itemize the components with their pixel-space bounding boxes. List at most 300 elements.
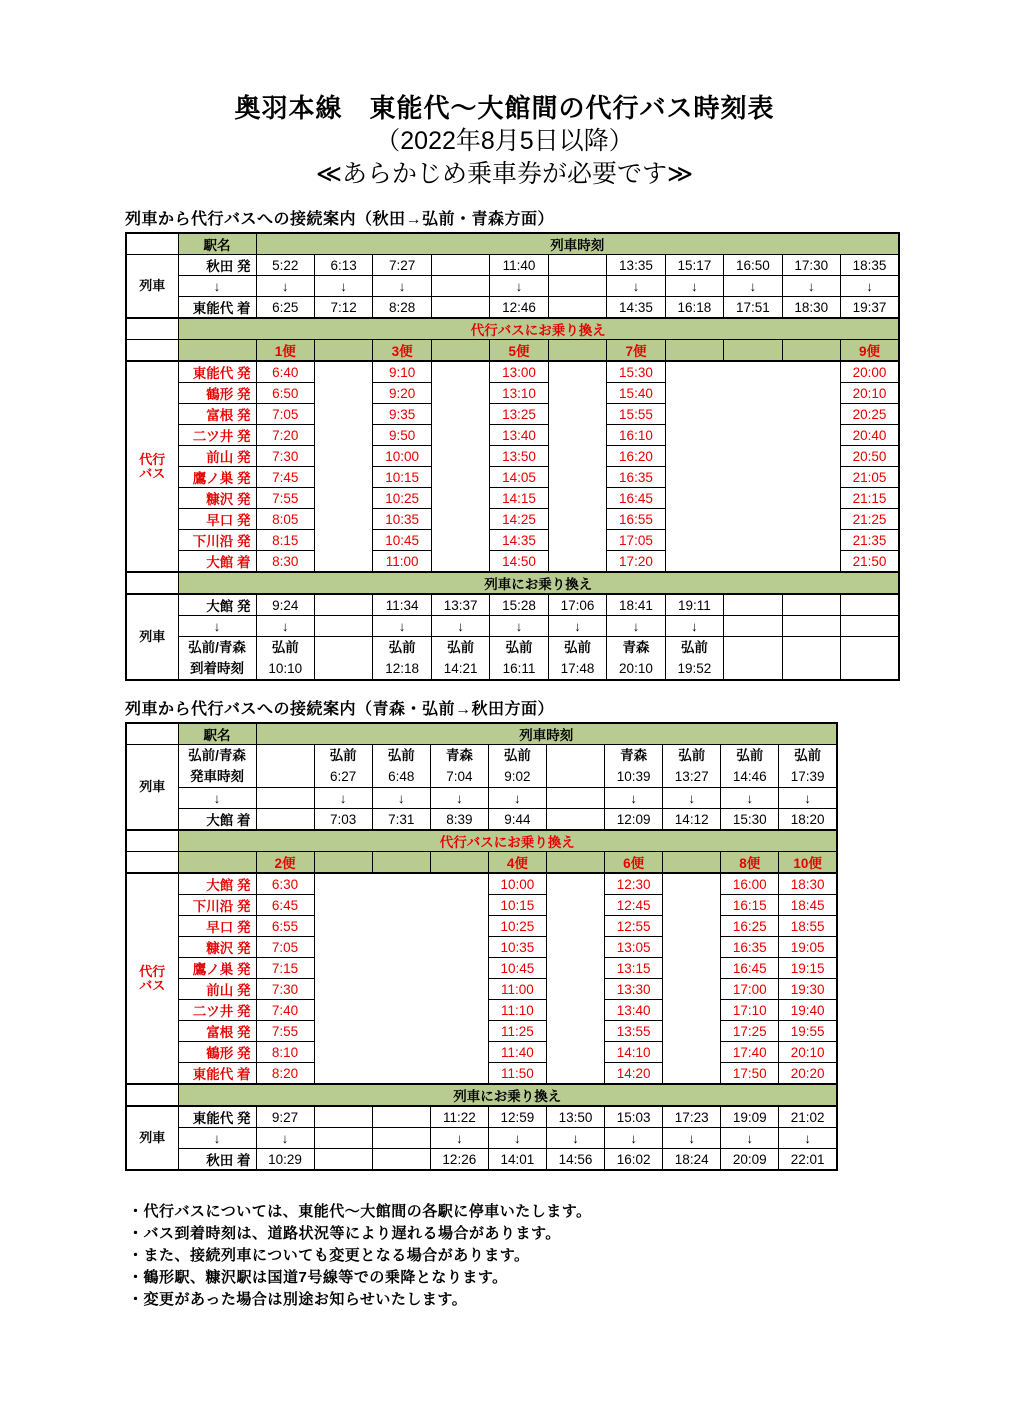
arrow-cell: ↓: [782, 276, 840, 297]
empty-cell: [314, 1128, 372, 1149]
service-empty-cell: [546, 852, 604, 874]
bus-time-cell: 11:50: [488, 1063, 546, 1085]
time-cell: 14:12: [663, 809, 721, 831]
time-cell: 14:35: [607, 297, 665, 319]
side-blank-cell: [126, 852, 178, 874]
transfer-to-bus-banner: 代行バスにお乗り換え: [178, 318, 899, 340]
bus-time-cell: 12:55: [605, 916, 663, 937]
time-cell: 15:17: [665, 255, 723, 276]
arrow-cell: ↓: [663, 1128, 721, 1149]
bus-time-cell: 17:20: [607, 551, 665, 573]
bus-time-cell: 20:10: [841, 383, 899, 404]
destination-time-cell: 青森 10:39: [605, 745, 663, 788]
time-cell: 14:56: [546, 1149, 604, 1171]
side-blank-cell: [126, 318, 178, 340]
destination-time-cell: 弘前 17:39: [779, 745, 837, 788]
bus-time-cell: 7:15: [256, 958, 314, 979]
bus-time-cell: 18:30: [779, 873, 837, 895]
bus-time-cell: 17:00: [721, 979, 779, 1000]
bus-time-cell: 16:10: [607, 425, 665, 446]
bus-time-cell: 15:30: [607, 361, 665, 383]
service-empty-cell: [782, 340, 840, 362]
bus-time-cell: 9:50: [373, 425, 431, 446]
empty-cell: [431, 297, 489, 319]
arrow-cell: ↓: [665, 276, 723, 297]
time-cell: 19:11: [665, 594, 723, 616]
empty-cell: [782, 616, 840, 637]
bus-time-cell: 8:30: [256, 551, 314, 573]
bus-time-cell: 13:55: [605, 1021, 663, 1042]
station-label: 東能代 発: [178, 1106, 256, 1128]
bus-time-cell: 17:05: [607, 530, 665, 551]
service-empty-cell: [665, 340, 723, 362]
bus-time-cell: 7:55: [256, 1021, 314, 1042]
bus-time-cell: 18:55: [779, 916, 837, 937]
arrow-cell: ↓: [373, 616, 431, 637]
station-label: 鷹ノ巣 発: [178, 467, 256, 488]
bus-time-cell: 14:20: [605, 1063, 663, 1085]
destination-time-cell: 青森 7:04: [430, 745, 488, 788]
bus-time-cell: 13:15: [605, 958, 663, 979]
station-label: 鶴形 発: [178, 383, 256, 404]
section-heading-outbound: 列車から代行バスへの接続案内（秋田→弘前・青森方面）: [125, 211, 555, 228]
bus-empty-region: [314, 873, 488, 1084]
arrow-cell: ↓: [724, 276, 782, 297]
empty-cell: [841, 594, 899, 616]
note-item: ・また、接続列車についても変更となる場合があります。: [128, 1247, 530, 1264]
arrow-cell: ↓: [490, 616, 548, 637]
bus-time-cell: 19:05: [779, 937, 837, 958]
destination-time-cell: 弘前 14:21: [431, 637, 489, 681]
arrow-cell: ↓: [314, 788, 372, 809]
arrow-cell: ↓: [488, 1128, 546, 1149]
arrow-cell: ↓: [841, 276, 899, 297]
bus-empty-region: [546, 873, 604, 1084]
station-label: 二ツ井 発: [178, 425, 256, 446]
service-row-station-cell: [178, 852, 256, 874]
bus-time-cell: 21:50: [841, 551, 899, 573]
time-cell: 17:51: [724, 297, 782, 319]
time-cell: 11:34: [373, 594, 431, 616]
service-empty-cell: [724, 340, 782, 362]
bus-empty-region: [663, 873, 721, 1084]
bus-time-cell: 6:55: [256, 916, 314, 937]
empty-cell: [256, 745, 314, 788]
arrow-cell: ↓: [607, 616, 665, 637]
time-cell: 15:30: [721, 809, 779, 831]
arrow-cell: ↓: [663, 788, 721, 809]
arrow-cell: ↓: [779, 1128, 837, 1149]
footnotes: [128, 1201, 1009, 1311]
station-label: 下川沿 発: [178, 530, 256, 551]
side-blank-cell: [126, 1084, 178, 1106]
side-label-train: 列車: [126, 594, 178, 680]
bus-time-cell: 18:45: [779, 895, 837, 916]
bus-time-cell: 11:10: [488, 1000, 546, 1021]
bus-time-cell: 10:15: [373, 467, 431, 488]
arrow-cell: ↓: [431, 616, 489, 637]
bus-time-cell: 21:05: [841, 467, 899, 488]
bus-empty-region: [548, 361, 606, 572]
timetable-aomori-hirosaki-to-akita: [125, 722, 838, 1171]
bus-time-cell: 7:05: [256, 937, 314, 958]
bus-time-cell: 16:35: [721, 937, 779, 958]
side-blank-cell: [126, 572, 178, 594]
bus-time-cell: 7:20: [256, 425, 314, 446]
time-cell: 8:39: [430, 809, 488, 831]
transfer-to-bus-banner: 代行バスにお乗り換え: [178, 830, 837, 852]
bus-time-cell: 6:50: [256, 383, 314, 404]
bus-service-number: 8便: [721, 852, 779, 874]
bus-time-cell: 8:20: [256, 1063, 314, 1085]
station-label: 糠沢 発: [178, 937, 256, 958]
arrow-cell: ↓: [372, 788, 430, 809]
bus-time-cell: 7:45: [256, 467, 314, 488]
bus-time-cell: 10:25: [488, 916, 546, 937]
time-cell: 17:06: [548, 594, 606, 616]
side-label-train: 列車: [126, 255, 178, 319]
bus-time-cell: 10:45: [488, 958, 546, 979]
time-cell: 18:35: [841, 255, 899, 276]
note-item: ・バス到着時刻は、道路状況等により遅れる場合があります。: [128, 1225, 561, 1242]
bus-time-cell: 10:35: [488, 937, 546, 958]
bus-time-cell: 14:05: [490, 467, 548, 488]
empty-cell: [314, 1106, 372, 1128]
time-cell: 6:25: [256, 297, 314, 319]
station-label: 糠沢 発: [178, 488, 256, 509]
side-label-bus: 代行 バス: [126, 873, 178, 1084]
bus-time-cell: 11:00: [373, 551, 431, 573]
empty-cell: [548, 276, 606, 297]
destination-time-cell: 弘前 17:48: [548, 637, 606, 681]
time-cell: 20:09: [721, 1149, 779, 1171]
empty-cell: [841, 616, 899, 637]
empty-cell: [546, 809, 604, 831]
side-label-train: 列車: [126, 1106, 178, 1170]
time-cell: 12:59: [488, 1106, 546, 1128]
side-label-bus: 代行 バス: [126, 361, 178, 572]
station-label: 大館 発: [178, 594, 256, 616]
bus-time-cell: 6:45: [256, 895, 314, 916]
bus-time-cell: 9:35: [373, 404, 431, 425]
time-cell: 17:23: [663, 1106, 721, 1128]
bus-time-cell: 13:00: [490, 361, 548, 383]
section-heading-inbound: 列車から代行バスへの接続案内（青森・弘前→秋田方面）: [125, 701, 555, 718]
bus-service-number: 10便: [779, 852, 837, 874]
bus-time-cell: 16:45: [607, 488, 665, 509]
bus-time-cell: 8:05: [256, 509, 314, 530]
time-cell: 16:02: [605, 1149, 663, 1171]
station-label: 早口 発: [178, 509, 256, 530]
bus-time-cell: 8:15: [256, 530, 314, 551]
time-cell: 22:01: [779, 1149, 837, 1171]
time-cell: 7:27: [373, 255, 431, 276]
bus-time-cell: 17:25: [721, 1021, 779, 1042]
empty-cell: [314, 594, 372, 616]
arrow-cell: ↓: [373, 276, 431, 297]
bus-time-cell: 13:05: [605, 937, 663, 958]
bus-time-cell: 21:15: [841, 488, 899, 509]
bus-service-number: 9便: [841, 340, 899, 362]
bus-time-cell: 9:10: [373, 361, 431, 383]
corner-cell: [126, 723, 178, 745]
transfer-to-train-banner: 列車にお乗り換え: [178, 572, 899, 594]
station-label: 早口 発: [178, 916, 256, 937]
bus-time-cell: 6:40: [256, 361, 314, 383]
arrow-cell: ↓: [256, 1128, 314, 1149]
arrow-label-cell: ↓: [178, 276, 256, 297]
bus-time-cell: 16:20: [607, 446, 665, 467]
arrow-cell: ↓: [721, 788, 779, 809]
empty-cell: [546, 788, 604, 809]
bus-time-cell: 19:55: [779, 1021, 837, 1042]
bus-time-cell: 10:45: [373, 530, 431, 551]
bus-time-cell: 16:25: [721, 916, 779, 937]
arrow-cell: ↓: [779, 788, 837, 809]
bus-time-cell: 16:00: [721, 873, 779, 895]
bus-time-cell: 13:50: [490, 446, 548, 467]
bus-time-cell: 10:00: [373, 446, 431, 467]
service-empty-cell: [314, 340, 372, 362]
bus-time-cell: 19:30: [779, 979, 837, 1000]
time-cell: 11:22: [430, 1106, 488, 1128]
empty-cell: [431, 255, 489, 276]
bus-time-cell: 16:35: [607, 467, 665, 488]
empty-cell: [782, 637, 840, 681]
service-empty-cell: [314, 852, 372, 874]
time-cell: 7:31: [372, 809, 430, 831]
destination-time-cell: 弘前 12:18: [373, 637, 431, 681]
station-label: 鷹ノ巣 発: [178, 958, 256, 979]
station-label: 東能代 着: [178, 297, 256, 319]
time-cell: 15:03: [605, 1106, 663, 1128]
bus-time-cell: 14:50: [490, 551, 548, 573]
bus-time-cell: 12:45: [605, 895, 663, 916]
time-cell: 19:09: [721, 1106, 779, 1128]
empty-cell: [546, 745, 604, 788]
bus-time-cell: 12:30: [605, 873, 663, 895]
service-row-station-cell: [178, 340, 256, 362]
time-cell: 6:13: [314, 255, 372, 276]
bus-time-cell: 15:40: [607, 383, 665, 404]
empty-cell: [314, 616, 372, 637]
transfer-to-train-banner: 列車にお乗り換え: [178, 1084, 837, 1106]
bus-time-cell: 7:30: [256, 446, 314, 467]
side-blank-cell: [126, 340, 178, 362]
time-cell: 7:03: [314, 809, 372, 831]
bus-empty-region: [314, 361, 372, 572]
bus-time-cell: 16:15: [721, 895, 779, 916]
time-cell: 12:46: [490, 297, 548, 319]
empty-cell: [372, 1106, 430, 1128]
station-label: 秋田 発: [178, 255, 256, 276]
station-label: 大館 着: [178, 809, 256, 831]
bus-time-cell: 17:40: [721, 1042, 779, 1063]
bus-time-cell: 21:35: [841, 530, 899, 551]
station-label: 東能代 発: [178, 361, 256, 383]
bus-time-cell: 21:25: [841, 509, 899, 530]
time-cell: 18:41: [607, 594, 665, 616]
time-cell: 9:44: [488, 809, 546, 831]
bus-time-cell: 7:55: [256, 488, 314, 509]
bus-service-number: 4便: [488, 852, 546, 874]
station-label: 前山 発: [178, 979, 256, 1000]
bus-service-number: 7便: [607, 340, 665, 362]
empty-cell: [548, 255, 606, 276]
ticket-notice: ≪あらかじめ乗車券が必要です≫: [315, 160, 694, 188]
bus-time-cell: 10:00: [488, 873, 546, 895]
station-label: 下川沿 発: [178, 895, 256, 916]
title-block: [0, 0, 1009, 191]
arrow-cell: ↓: [256, 616, 314, 637]
destination-time-cell: 青森 20:10: [607, 637, 665, 681]
bus-time-cell: 14:25: [490, 509, 548, 530]
destination-time-cell: 弘前 14:46: [721, 745, 779, 788]
bus-empty-region: [665, 361, 840, 572]
empty-cell: [372, 1149, 430, 1171]
empty-cell: [724, 616, 782, 637]
bus-time-cell: 19:40: [779, 1000, 837, 1021]
empty-cell: [724, 637, 782, 681]
destination-time-cell: 弘前 6:27: [314, 745, 372, 788]
service-empty-cell: [430, 852, 488, 874]
effective-date: （2022年8月5日以降）: [375, 127, 634, 155]
bus-time-cell: 20:00: [841, 361, 899, 383]
station-label: 前山 発: [178, 446, 256, 467]
arrow-cell: ↓: [256, 276, 314, 297]
station-column-header: 駅名: [178, 723, 256, 745]
bus-time-cell: 10:35: [373, 509, 431, 530]
station-label: 二ツ井 発: [178, 1000, 256, 1021]
station-label: 弘前/青森 発車時刻: [178, 745, 256, 788]
time-cell: 9:24: [256, 594, 314, 616]
bus-time-cell: 9:20: [373, 383, 431, 404]
bus-time-cell: 7:40: [256, 1000, 314, 1021]
arrow-cell: ↓: [548, 616, 606, 637]
bus-time-cell: 14:10: [605, 1042, 663, 1063]
side-label-train: 列車: [126, 745, 178, 831]
arrow-cell: ↓: [605, 788, 663, 809]
time-cell: 16:50: [724, 255, 782, 276]
empty-cell: [841, 637, 899, 681]
train-time-header: 列車時刻: [256, 233, 899, 255]
empty-cell: [724, 594, 782, 616]
bus-time-cell: 13:10: [490, 383, 548, 404]
service-empty-cell: [663, 852, 721, 874]
bus-time-cell: 15:55: [607, 404, 665, 425]
arrow-label-cell: ↓: [178, 616, 256, 637]
time-cell: 18:30: [782, 297, 840, 319]
service-empty-cell: [372, 852, 430, 874]
arrow-cell: ↓: [546, 1128, 604, 1149]
time-cell: 21:02: [779, 1106, 837, 1128]
destination-time-cell: 弘前 10:10: [256, 637, 314, 681]
time-cell: 12:09: [605, 809, 663, 831]
station-label: 大館 着: [178, 551, 256, 573]
arrow-cell: ↓: [430, 1128, 488, 1149]
time-cell: 11:40: [490, 255, 548, 276]
bus-time-cell: 16:55: [607, 509, 665, 530]
bus-time-cell: 17:50: [721, 1063, 779, 1085]
destination-time-cell: 弘前 9:02: [488, 745, 546, 788]
arrow-cell: ↓: [488, 788, 546, 809]
arrow-cell: ↓: [314, 276, 372, 297]
bus-time-cell: 7:30: [256, 979, 314, 1000]
station-label: 富根 発: [178, 1021, 256, 1042]
time-cell: 17:30: [782, 255, 840, 276]
bus-time-cell: 11:40: [488, 1042, 546, 1063]
time-cell: 13:37: [431, 594, 489, 616]
bus-service-number: 3便: [373, 340, 431, 362]
time-cell: 18:24: [663, 1149, 721, 1171]
bus-time-cell: 20:25: [841, 404, 899, 425]
arrow-cell: ↓: [430, 788, 488, 809]
empty-cell: [782, 594, 840, 616]
bus-time-cell: 11:00: [488, 979, 546, 1000]
bus-time-cell: 13:30: [605, 979, 663, 1000]
empty-cell: [372, 1128, 430, 1149]
empty-cell: [548, 297, 606, 319]
arrow-cell: ↓: [607, 276, 665, 297]
train-time-header: 列車時刻: [256, 723, 837, 745]
time-cell: 13:50: [546, 1106, 604, 1128]
bus-time-cell: 20:20: [779, 1063, 837, 1085]
empty-cell: [314, 637, 372, 681]
bus-time-cell: 20:40: [841, 425, 899, 446]
time-cell: 16:18: [665, 297, 723, 319]
bus-empty-region: [431, 361, 489, 572]
time-cell: 13:35: [607, 255, 665, 276]
station-label: 秋田 着: [178, 1149, 256, 1171]
bus-time-cell: 20:10: [779, 1042, 837, 1063]
bus-time-cell: 13:40: [605, 1000, 663, 1021]
bus-time-cell: 14:35: [490, 530, 548, 551]
empty-cell: [431, 276, 489, 297]
arrow-cell: ↓: [490, 276, 548, 297]
destination-time-cell: 弘前 19:52: [665, 637, 723, 681]
service-empty-cell: [431, 340, 489, 362]
time-cell: 14:01: [488, 1149, 546, 1171]
destination-time-cell: 弘前 16:11: [490, 637, 548, 681]
bus-time-cell: 19:15: [779, 958, 837, 979]
destination-time-cell: 弘前 13:27: [663, 745, 721, 788]
arrow-label-cell: ↓: [178, 788, 256, 809]
bus-service-number: 2便: [256, 852, 314, 874]
bus-time-cell: 14:15: [490, 488, 548, 509]
bus-time-cell: 8:10: [256, 1042, 314, 1063]
destination-time-cell: 弘前 6:48: [372, 745, 430, 788]
corner-cell: [126, 233, 178, 255]
page-title: 奥羽本線 東能代～大館間の代行バス時刻表: [234, 93, 775, 123]
bus-service-number: 1便: [256, 340, 314, 362]
bus-time-cell: 16:45: [721, 958, 779, 979]
bus-service-number: 5便: [490, 340, 548, 362]
bus-time-cell: 6:30: [256, 873, 314, 895]
station-label: 富根 発: [178, 404, 256, 425]
bus-time-cell: 13:25: [490, 404, 548, 425]
empty-cell: [314, 1149, 372, 1171]
bus-time-cell: 7:05: [256, 404, 314, 425]
station-column-header: 駅名: [178, 233, 256, 255]
empty-cell: [256, 809, 314, 831]
bus-time-cell: 20:50: [841, 446, 899, 467]
note-item: ・代行バスについては、東能代～大館間の各駅に停車いたします。: [128, 1203, 592, 1220]
time-cell: 19:37: [841, 297, 899, 319]
station-label: 鶴形 発: [178, 1042, 256, 1063]
empty-cell: [256, 788, 314, 809]
note-item: ・変更があった場合は別途お知らせいたします。: [128, 1291, 468, 1308]
time-cell: 12:26: [430, 1149, 488, 1171]
